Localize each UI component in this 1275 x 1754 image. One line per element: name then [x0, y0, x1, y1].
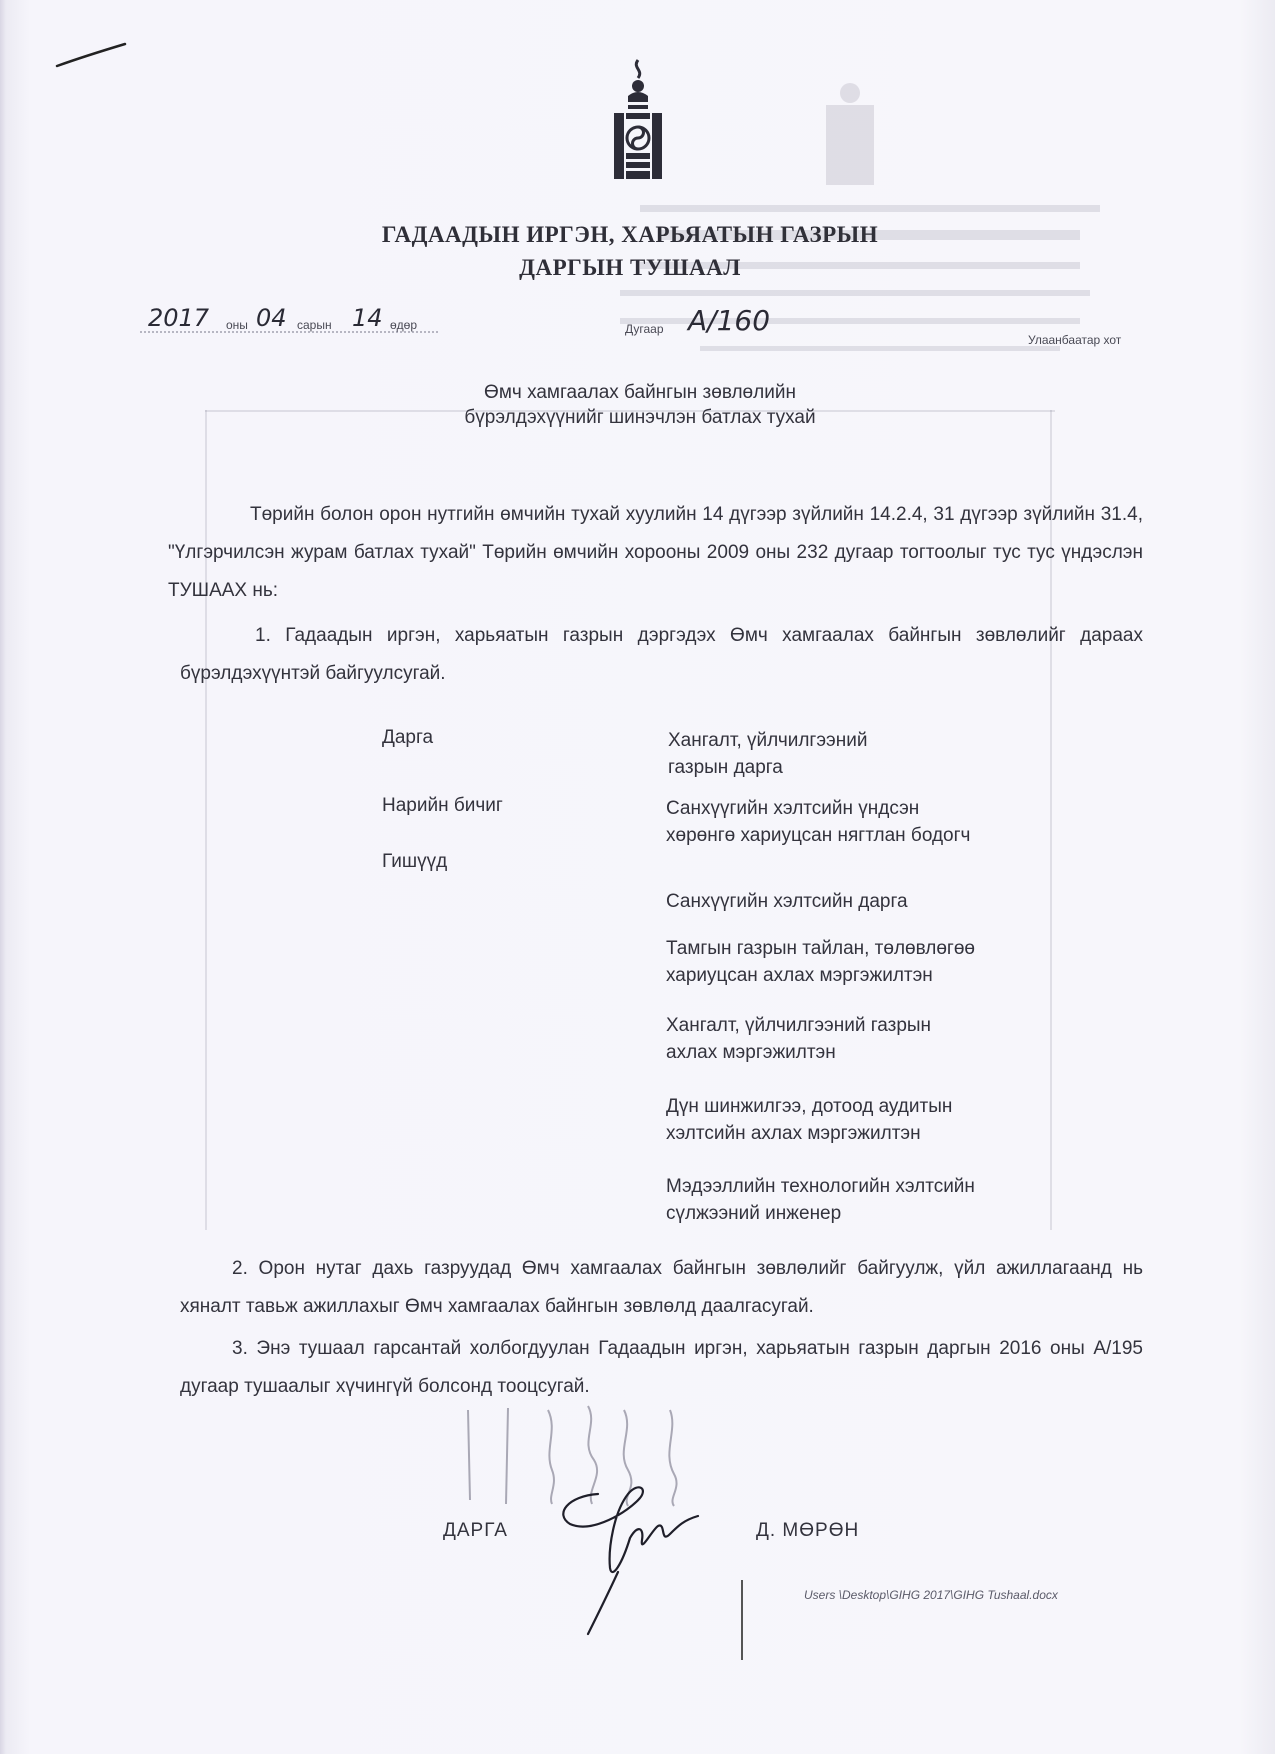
point-1-paragraph: 1. Гадаадын иргэн, харьяатын газрын дэргэдэх Өмч хамгаалах байнгын зөвлөлийг дараах бүрэлдэхүүнтэй байгуулсугай.: [180, 625, 1143, 684]
member-3-line-1: Хангалт, үйлчилгээний газрын: [666, 1015, 932, 1036]
chair-member-line-1: Хангалт, үйлчилгээний: [668, 730, 868, 751]
date-month: 04: [256, 304, 287, 332]
secretary-member-line-1: Санхүүгийн хэлтсийн үндсэн: [666, 798, 920, 819]
date-day: 14: [352, 304, 383, 332]
subject-line-2: бүрэлдэхүүнийг шинэчлэн батлах тухай: [464, 407, 816, 428]
date-year-label: оны: [226, 318, 248, 332]
heading-line-2: ДАРГЫН ТУШААЛ: [519, 255, 741, 280]
chair-member: [668, 727, 867, 781]
pen-stroke-mark: [55, 40, 127, 70]
member-4-line-2: хэлтсийн ахлах мэргэжилтэн: [666, 1123, 921, 1144]
secretary-role: Нарийн бичиг: [382, 795, 503, 816]
secretary-member: [666, 795, 970, 849]
member-3: [666, 1012, 931, 1066]
intro-paragraph: Төрийн болон орон нутгийн өмчийн тухай хуулийн 14 дүгээр зүйлийн 14.2.4, 31 дүгээр зүйлийн 31.4, "Үлгэрчилсэн журам батлах тухай" Төрийн өмчийн хорооны 2009 оны 232 дугаар тогтоолыг тус тус үндэслэн ТУШААХ нь:: [168, 504, 1143, 601]
order-number-label: Дугаар: [625, 322, 664, 336]
date-month-label: сарын: [297, 318, 332, 332]
member-1: Санхүүгийн хэлтсийн дарга: [666, 891, 908, 912]
subject-line-1: Өмч хамгаалах байнгын зөвлөлийн: [484, 382, 796, 403]
footer-file-path: Users \Desktop\GIHG 2017\GIHG Tushaal.docx: [804, 1588, 1058, 1602]
heading-line-1: ГАДААДЫН ИРГЭН, ХАРЬЯАТЫН ГАЗРЫН: [381, 222, 879, 247]
members-role: Гишүүд: [382, 851, 448, 872]
signatory-title: ДАРГА: [443, 1520, 508, 1541]
order-subject: [420, 380, 860, 430]
secretary-member-line-2: хөрөнгө хариуцсан нягтлан бодогч: [666, 825, 971, 846]
signatory-name: Д. МӨРӨН: [756, 1520, 860, 1541]
bleed-through-emblem: [820, 75, 880, 195]
handwritten-signature: [548, 1468, 718, 1638]
member-5-line-1: Мэдээллийн технологийн хэлтсийн: [666, 1176, 975, 1197]
point-3-paragraph: 3. Энэ тушаал гарсантай холбогдуулан Гадаадын иргэн, харьяатын газрын даргын 2016 оны А/195 дугаар тушаалыг хүчингүй болсонд тооцсугай.: [180, 1338, 1143, 1397]
member-2: [666, 935, 975, 989]
member-2-line-1: Тамгын газрын тайлан, төлөвлөгөө: [666, 938, 975, 959]
date-day-label: өдөр: [390, 318, 418, 332]
chair-role: Дарга: [382, 727, 434, 748]
date-year: 2017: [148, 304, 210, 332]
order-number: А/160: [688, 304, 771, 337]
member-5: [666, 1173, 975, 1227]
chair-member-line-2: газрын дарга: [668, 757, 783, 778]
point-2-paragraph: 2. Орон нутаг дахь газруудад Өмч хамгаалах байнгын зөвлөлийг байгуулж, үйл ажиллагаанд нь хяналт тавьж ажиллахыг Өмч хамгаалах байнгын зөвлөлд даалгасугай.: [180, 1258, 1143, 1317]
member-3-line-2: ахлах мэргэжилтэн: [666, 1042, 836, 1063]
member-5-line-2: сүлжээний инженер: [666, 1203, 842, 1224]
soyombo-emblem-icon: [612, 58, 664, 183]
city-label: Улаанбаатар хот: [1028, 333, 1122, 347]
member-4: [666, 1093, 952, 1147]
date-underline: [140, 330, 440, 334]
member-2-line-2: хариуцсан ахлах мэргэжилтэн: [666, 965, 933, 986]
member-4-line-1: Дүн шинжилгээ, дотоод аудитын: [666, 1096, 953, 1117]
document-heading: [380, 218, 880, 284]
margin-tick-line: [740, 1580, 744, 1660]
